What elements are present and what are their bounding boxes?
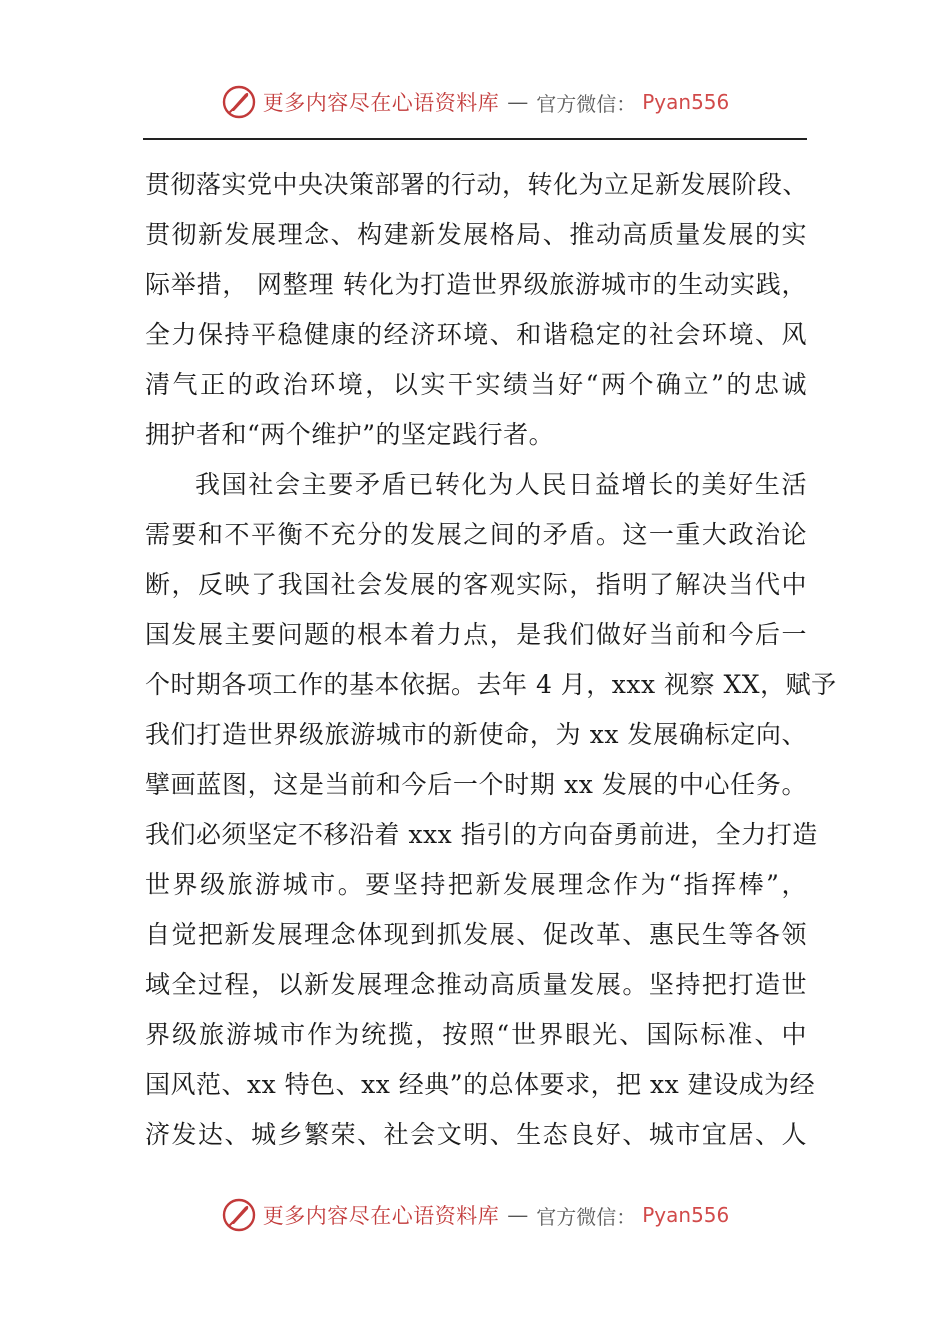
text-line: 自觉把新发展理念体现到抓发展、促改革、惠民生等各领 bbox=[145, 920, 807, 949]
text-line: 全力保持平稳健康的经济环境、和谐稳定的社会环境、风 bbox=[145, 320, 807, 349]
document-body bbox=[145, 160, 837, 1160]
text-line: 擘画蓝图，这是当前和今后一个时期 xx 发展的中心任务。 bbox=[145, 770, 807, 799]
text-line: 国发展主要问题的根本着力点，是我们做好当前和今后一 bbox=[145, 620, 807, 649]
header-brand-text: 更多内容尽在心语资料库 bbox=[262, 91, 500, 115]
quill-logo-icon bbox=[221, 84, 257, 120]
footer-brand-text: 更多内容尽在心语资料库 bbox=[262, 1204, 500, 1228]
paragraph bbox=[145, 160, 807, 460]
text-line: 国风范、xx 特色、xx 经典”的总体要求，把 xx 建设成为经 bbox=[145, 1070, 816, 1099]
footer-banner bbox=[0, 1193, 950, 1237]
text-line: 贯彻落实党中央决策部署的行动，转化为立足新发展阶段、 bbox=[145, 170, 809, 199]
text-line: 拥护者和“两个维护”的坚定践行者。 bbox=[145, 420, 555, 449]
header-wechat-id: Pyan556 bbox=[642, 90, 730, 114]
header-wechat-label: 官方微信： bbox=[536, 91, 637, 116]
header-divider bbox=[143, 138, 807, 140]
footer-wechat-id: Pyan556 bbox=[642, 1203, 730, 1227]
footer-dash: — bbox=[507, 1203, 529, 1227]
footer-wechat-label: 官方微信： bbox=[536, 1204, 637, 1229]
text-line: 界级旅游城市作为统揽，按照“世界眼光、国际标准、中 bbox=[145, 1020, 807, 1049]
quill-logo-icon bbox=[221, 1197, 257, 1233]
text-line: 个时期各项工作的基本依据。去年 4 月，xxx 视察 XX，赋予 bbox=[145, 670, 837, 699]
text-line: 际举措， 网整理 转化为打造世界级旅游城市的生动实践， bbox=[145, 270, 807, 299]
paragraph bbox=[145, 460, 837, 1160]
text-line: 清气正的政治环境，以实干实绩当好“两个确立”的忠诚 bbox=[145, 370, 807, 399]
text-line: 我们打造世界级旅游城市的新使命，为 xx 发展确标定向、 bbox=[145, 720, 807, 749]
header-dash: — bbox=[507, 90, 529, 114]
header-banner bbox=[0, 80, 950, 124]
text-line: 济发达、城乡繁荣、社会文明、生态良好、城市宜居、人 bbox=[145, 1120, 807, 1149]
text-line: 我国社会主要矛盾已转化为人民日益增长的美好生活 bbox=[195, 470, 807, 499]
text-line: 世界级旅游城市。要坚持把新发展理念作为“指挥棒”， bbox=[145, 870, 807, 899]
text-line: 需要和不平衡不充分的发展之间的矛盾。这一重大政治论 bbox=[145, 520, 807, 549]
text-line: 域全过程，以新发展理念推动高质量发展。坚持把打造世 bbox=[145, 970, 807, 999]
text-line: 断，反映了我国社会发展的客观实际，指明了解决当代中 bbox=[145, 570, 807, 599]
text-line: 我们必须坚定不移沿着 xxx 指引的方向奋勇前进，全力打造 bbox=[145, 820, 818, 849]
text-line: 贯彻新发展理念、构建新发展格局、推动高质量发展的实 bbox=[145, 220, 807, 249]
